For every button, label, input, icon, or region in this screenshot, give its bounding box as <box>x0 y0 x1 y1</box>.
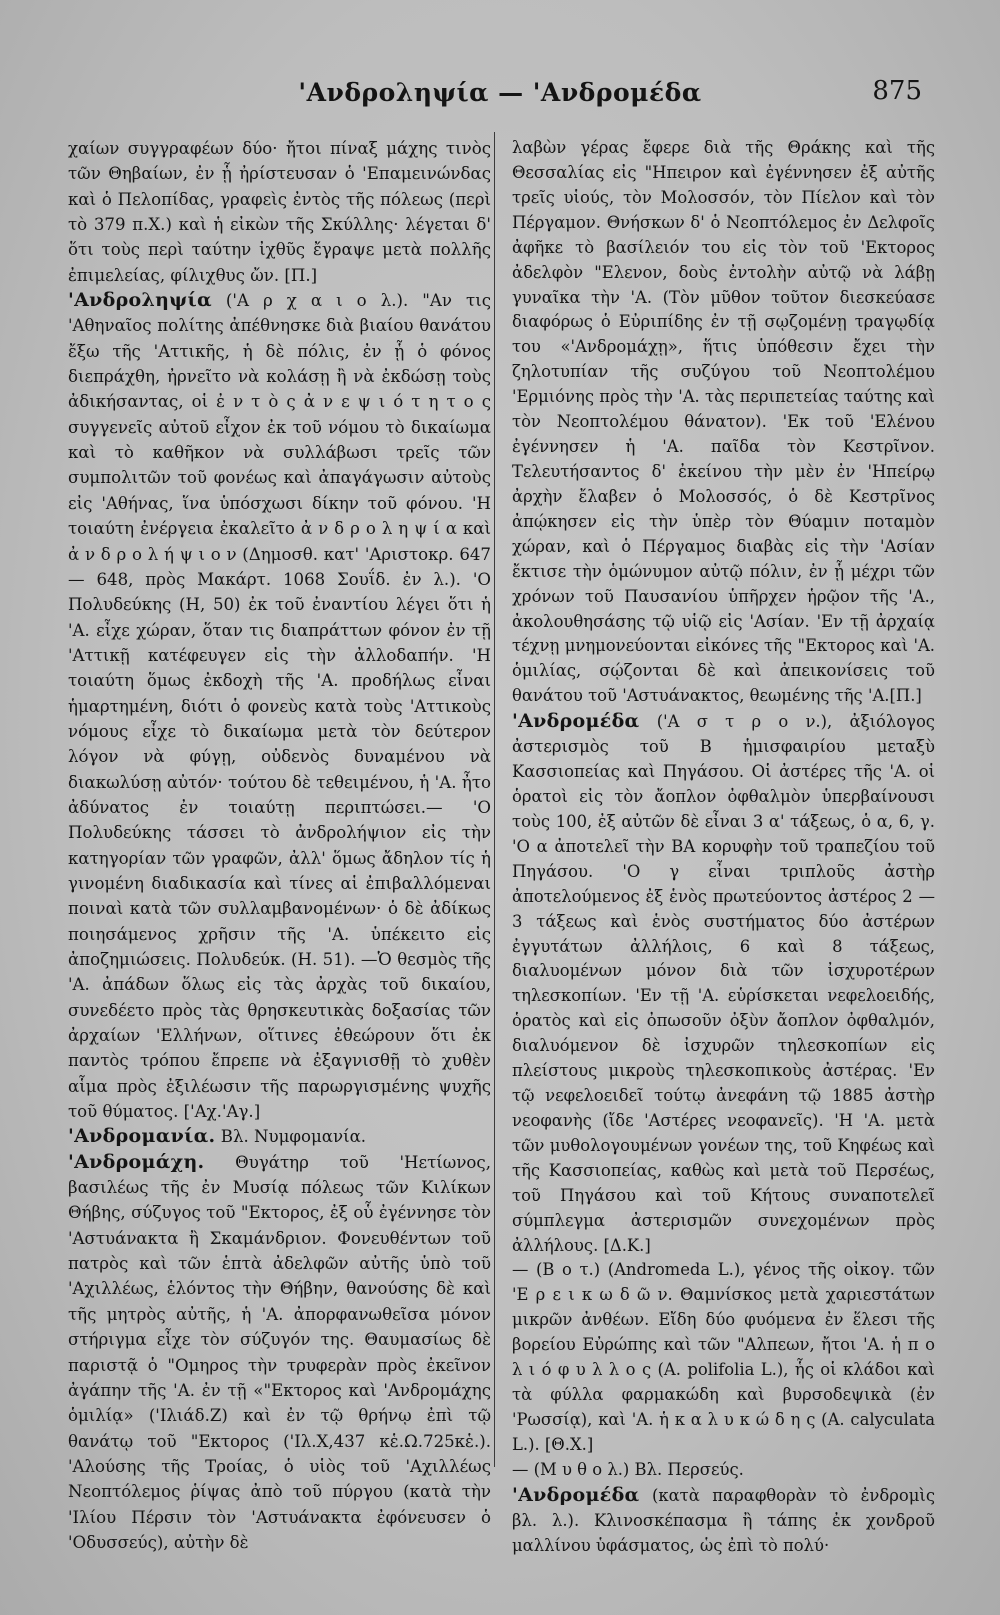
entry-andromeda-mythology <box>512 1458 935 1483</box>
entry-text: ('Α σ τ ρ ο ν.), ἀξιόλογος ἀστερισμὸς τοῦ Β ἡμισφαιρίου μεταξὺ Κασσιοπείας καὶ Πηγάσου. Οἱ ἀστέρες τῆς 'Α. οἱ ὁρατοὶ εἰς τὸν ἄοπλον ὀφθαλμὸν ὑπερβαίνουσι τοὺς 100, ἐξ αὐτῶν δὲ εἶναι 3 α' τάξεως, ὁ α, 6, γ. 'Ο α ἀποτελεῖ τὴν ΒΑ κορυφὴν τοῦ τραπεζίου τοῦ Πηγάσου. 'Ο γ εἶναι τριπλοῦς ἀστὴρ ἀποτελούμενος ἐξ ἑνὸς πρωτεύοντος ἀστέρος 2 — 3 τάξεως καὶ ἑνὸς συστήματος δύο ἀστέρων ἐγγυτάτων ἀλλήλοις, 6 καὶ 8 τάξεως, διαλυομένων μόνον διὰ τῶν ἰσχυροτέρων τηλεσκοπίων. 'Εν τῇ 'Α. εὑρίσκεται νεφελοειδής, ὁρατὸς καὶ εἰς ὀπωσοῦν ὀξὺν ἄοπλον ὀφθαλμόν, διαλυόμενον δὲ ἰσχυρῶν τηλεσκοπίων εἰς πλείστους μικροὺς τηλεσκοπικοὺς ἀστέρας. 'Εν τῷ νεφελοειδεῖ τούτῳ ἀνεφάνη τῷ 1885 ἀστὴρ νεοφανὴς (ἴδε 'Αστέρες νεοφανεῖς). 'Η 'Α. μετὰ τῶν μυθολογουμένων γονέων της, τοῦ Κηφέως καὶ τῆς Κασσιοπείας, καθὼς καὶ μετὰ τοῦ Περσέως, τοῦ Πηγάσου καὶ τοῦ Κήτους συναποτελεῖ σύμπλεγμα ἀστερισμῶν συνεχομένων πρὸς ἀλλήλους. [Δ.Κ.] <box>512 712 935 1255</box>
entry-paragraph <box>68 136 491 288</box>
entry-text: χαίων συγγραφέων δύο· ἤτοι πίναξ μάχης τινὸς τῶν Θηβαίων, ἐν ᾗ ἠρίστευσαν ὁ 'Επαμεινώνδας καὶ ὁ Πελοπίδας, γραφεὶς ἐντὸς τῆς πόλεως (περὶ τὸ 379 π.Χ.) καὶ ἡ εἰκὼν τῆς Σκύλλης· λέγεται δ' ὅτι τοὺς περὶ ταύτην ἰχθῦς ἔγραψε μετὰ πολλῆς ἐπιμελείας, φίλιχθυς ὤν. [Π.] <box>68 139 491 285</box>
entry-text: λαβὼν γέρας ἔφερε διὰ τῆς Θράκης καὶ τῆς Θεσσαλίας εἰς "Ηπειρον καὶ ἐγέννησεν ἐξ αὐτῆς τρεῖς υἱούς, τὸν Μολοσσόν, τὸν Πίελον καὶ τὸν Πέργαμον. Θνήσκων δ' ὁ Νεοπτόλεμος ἐν Δελφοῖς ἀφῆκε τὸ βασίλειόν του εἰς τὸν τοῦ 'Εκτορος ἀδελφὸν "Ελενον, δοὺς ἐντολὴν αὐτῷ νὰ λάβῃ γυναῖκα τὴν 'Α. (Τὸν μῦθον τοῦτον διεσκεύασε διαφόρως ὁ Εὐριπίδης ἐν τῇ σῳζομένῃ τραγῳδίᾳ του «'Ανδρομάχῃ», ἥτις ὑπόθεσιν ἔχει τὴν ζηλοτυπίαν τῆς συζύγου τοῦ Νεοπτολέμου 'Ερμιόνης πρὸς τὴν 'Α. τὰς περιπετείας ταύτης καὶ τὸν Νεοπτολέμου θάνατον). 'Εκ τοῦ 'Ελένου ἐγέννησεν ἡ 'Α. παῖδα τὸν Κεστρῖνον. Τελευτήσαντος δ' ἐκείνου τὴν μὲν ἐν 'Ηπείρῳ ἀρχὴν ἔλαβεν ὁ Μολοσσός, ὁ δὲ Κεστρῖνος ἀπῴκησεν εἰς τὴν ὑπὲρ τὸν Θύαμιν ποταμὸν χώραν, καὶ ὁ Πέργαμος διαβὰς εἰς τὴν 'Ασίαν ἔκτισε τὴν ὁμώνυμον αὐτῷ πόλιν, ἐν ᾗ μέχρι τῶν χρόνων τοῦ Παυσανίου ὑπῆρχεν ἡρῷον τῆς 'Α., ἀκολουθησάσης τῷ υἱῷ εἰς 'Ασίαν. 'Εν τῇ ἀρχαίᾳ τέχνῃ μνημονεύονται εἰκόνες τῆς "Εκτορος καὶ 'Α. ὁμιλίας, σῴζονται δὲ καὶ ἀπεικονίσεις τοῦ θανάτου τοῦ 'Αστυάνακτος, θεωμένης τῆς 'Α.[Π.] <box>512 138 935 706</box>
entry-lemma: 'Ανδρομέδα <box>512 1483 640 1506</box>
entry-androlepsia <box>68 288 491 1124</box>
entry-paragraph <box>512 136 935 709</box>
entry-lemma: 'Ανδροληψία <box>68 289 212 312</box>
entry-andromania <box>68 1124 491 1149</box>
left-column <box>68 136 491 1555</box>
entry-andromache <box>68 1150 491 1556</box>
right-column <box>512 136 935 1559</box>
page-number: 875 <box>872 76 922 106</box>
entry-andromeda-botany <box>512 1258 935 1457</box>
entry-lemma: 'Ανδρομάχη. <box>68 1150 205 1173</box>
entry-andromeda-astron <box>512 709 935 1258</box>
running-head <box>0 78 1000 118</box>
entry-text: — (Β ο τ.) (Andromeda L.), γένος τῆς οἰκογ. τῶν 'Ε ρ ε ι κ ω δ ῶ ν. Θαμνίσκος μετὰ χαριεστάτων μικρῶν ἀνθέων. Εἴδη δύο φυόμενα ἐν ἕλεσι τῆς βορείου Εὐρώπης καὶ τῶν "Αλπεων, ἤτοι 'Α. ἡ π ο λ ι ό φ υ λ λ ο ς (A. polifolia L.), ἧς οἱ κλάδοι καὶ τὰ φύλλα φαρμακώδη καὶ βυρσοδεψικὰ (ἐν 'Ρωσσίᾳ), καὶ 'Α. ἡ κ α λ υ κ ώ δ η ς (A. calyculata L.). [Θ.Χ.] <box>512 1260 935 1454</box>
column-divider <box>494 132 495 1467</box>
running-title: 'Ανδροληψία — 'Ανδρομέδα <box>298 78 702 107</box>
entry-text: Θυγάτηρ τοῦ 'Ηετίωνος, βασιλέως τῆς ἐν Μυσίᾳ πόλεως τῶν Κιλίκων Θήβης, σύζυγος τοῦ "Εκτορος, ἐξ οὗ ἐγέννησε τὸν 'Αστυάνακτα ἢ Σκαμάνδριον. Φονευθέντων τοῦ πατρὸς καὶ τῶν ἑπτὰ ἀδελφῶν αὐτῆς ὑπὸ τοῦ 'Αχιλλέως, ἑλόντος τὴν Θήβην, θανούσης δὲ καὶ τῆς μητρὸς αὐτῆς, ἡ 'Α. ἀπορφανωθεῖσα μόνον στήριγμα εἶχε τὸν σύζυγόν της. Θαυμασίως δὲ παριστᾷ ὁ "Ομηρος τὴν τρυφερὰν πρὸς ἐκεῖνον ἀγάπην τῆς 'Α. ἐν τῇ «"Εκτορος καὶ 'Ανδρομάχης ὁμιλίᾳ» ('Ιλιάδ.Ζ) καὶ ἐν τῷ θρήνῳ ἐπὶ τῷ θανάτῳ τοῦ "Εκτορος ('Ιλ.Χ,437 κἑ.Ω.725κἑ.). 'Αλούσης τῆς Τροίας, ὁ υἱὸς τοῦ 'Αχιλλέως Νεοπτόλεμος ῥίψας ἀπὸ τοῦ πύργου (κατὰ τὴν 'Ιλίου Πέρσιν τὸν 'Αστυάνακτα ἐφόνευσεν ὁ 'Οδυσσεύς), αὐτὴν δὲ <box>68 1152 491 1552</box>
entry-text: (κατὰ παραφθορὰν τὸ ἐνδρομὶς βλ. λ.). Κλινοσκέπασμα ἢ τάπης ἐκ χονδροῦ μαλλίνου ὑφάσματος, ὡς ἐπὶ τὸ πολύ· <box>512 1485 935 1555</box>
entry-text: Βλ. Νυμφομανία. <box>215 1127 367 1147</box>
entry-lemma: 'Ανδρομανία. <box>68 1125 216 1148</box>
entry-andromeda-textile <box>512 1483 935 1559</box>
entry-lemma: 'Ανδρομέδα <box>512 710 640 733</box>
entry-text: — (Μ υ θ ο λ.) Βλ. Περσεύς. <box>512 1459 744 1479</box>
entry-text: ('Α ρ χ α ι ο λ.). "Αν τις 'Αθηναῖος πολίτης ἀπέθνησκε διὰ βιαίου θανάτου ἔξω τῆς 'Αττικῆς, ἡ δὲ πόλις, ἐν ᾗ ὁ φόνος διεπράχθη, ἠρνεῖτο νὰ κολάσῃ ἢ νὰ ἐκδώσῃ τοὺς ἀδικήσαντας, οἱ ἐ ν τ ὸ ς ἀ ν ε ψ ι ό τ η τ ο ς συγγενεῖς αὐτοῦ εἶχον ἐκ τοῦ νόμου τὸ δικαίωμα καὶ τὸ καθῆκον νὰ συλλάβωσι τρεῖς τῶν συμπολιτῶν τοῦ φονέως καὶ ἀπαγάγωσιν αὐτοὺς εἰς 'Αθήνας, ἵνα ὑπόσχωσι δίκην τοῦ φόνου. 'Η τοιαύτη ἐνέργεια ἐκαλεῖτο ἀ ν δ ρ ο λ η ψ ί α καὶ ἀ ν δ ρ ο λ ή ψ ι ο ν (Δημοσθ. κατ' 'Αριστοκρ. 647 — 648, πρὸς Μακάρτ. 1068 Σουΐδ. ἐν λ.). 'Ο Πολυδεύκης (Η, 50) ἐκ τοῦ ἐναντίου λέγει ὅτι ἡ 'Α. εἶχε χώραν, ὅταν τις διαπράττων φόνον ἐν τῇ 'Αττικῇ κατέφευγεν εἰς τὴν ἀλλοδαπήν. 'Η τοιαύτη ὅμως ἐκδοχὴ τῆς 'Α. προδήλως εἶναι ἡμαρτημένη, διότι ὁ φονεὺς κατὰ τοὺς 'Αττικοὺς νόμους εἶχε τὸ δικαίωμα μετὰ τὸν δεύτερον λόγον νὰ φύγῃ, οὐδενὸς δυναμένου νὰ διακωλύσῃ αὐτόν· τούτου δὲ τεθειμένου, ἡ 'Α. ἦτο ἀδύνατος ἐν τοιαύτῃ περιπτώσει.— 'Ο Πολυδεύκης τάσσει τὸ ἀνδρολήψιον εἰς τὴν κατηγορίαν τῶν γραφῶν, ἀλλ' ὅμως ἄδηλον τίς ἡ γινομένη διαδικασία καὶ τίνες αἱ ἐπιβαλλόμεναι ποιναὶ κατὰ τῶν συλλαμβανομένων· ὁ δὲ ἀδίκως ποιησάμενος χρῆσιν τῆς 'Α. ὑπέκειτο εἰς ἀποζημιώσεις. Πολυδεύκ. (Η. 51). —Ὁ θεσμὸς τῆς 'Α. ἀπάδων ὅλως εἰς τὰς ἀρχὰς τοῦ δικαίου, συνεδέετο πρὸς τὰς θρησκευτικὰς δοξασίας τῶν ἀρχαίων 'Ελλήνων, οἵτινες ἐθεώρουν ὅτι ἐκ παντὸς τρόπου ἔπρεπε νὰ ἐξαγνισθῇ τὸ χυθὲν αἷμα πρὸς ἐξιλέωσιν τῆς παρωργισμένης ψυχῆς τοῦ θύματος. ['Αχ.'Αγ.] <box>68 291 491 1122</box>
